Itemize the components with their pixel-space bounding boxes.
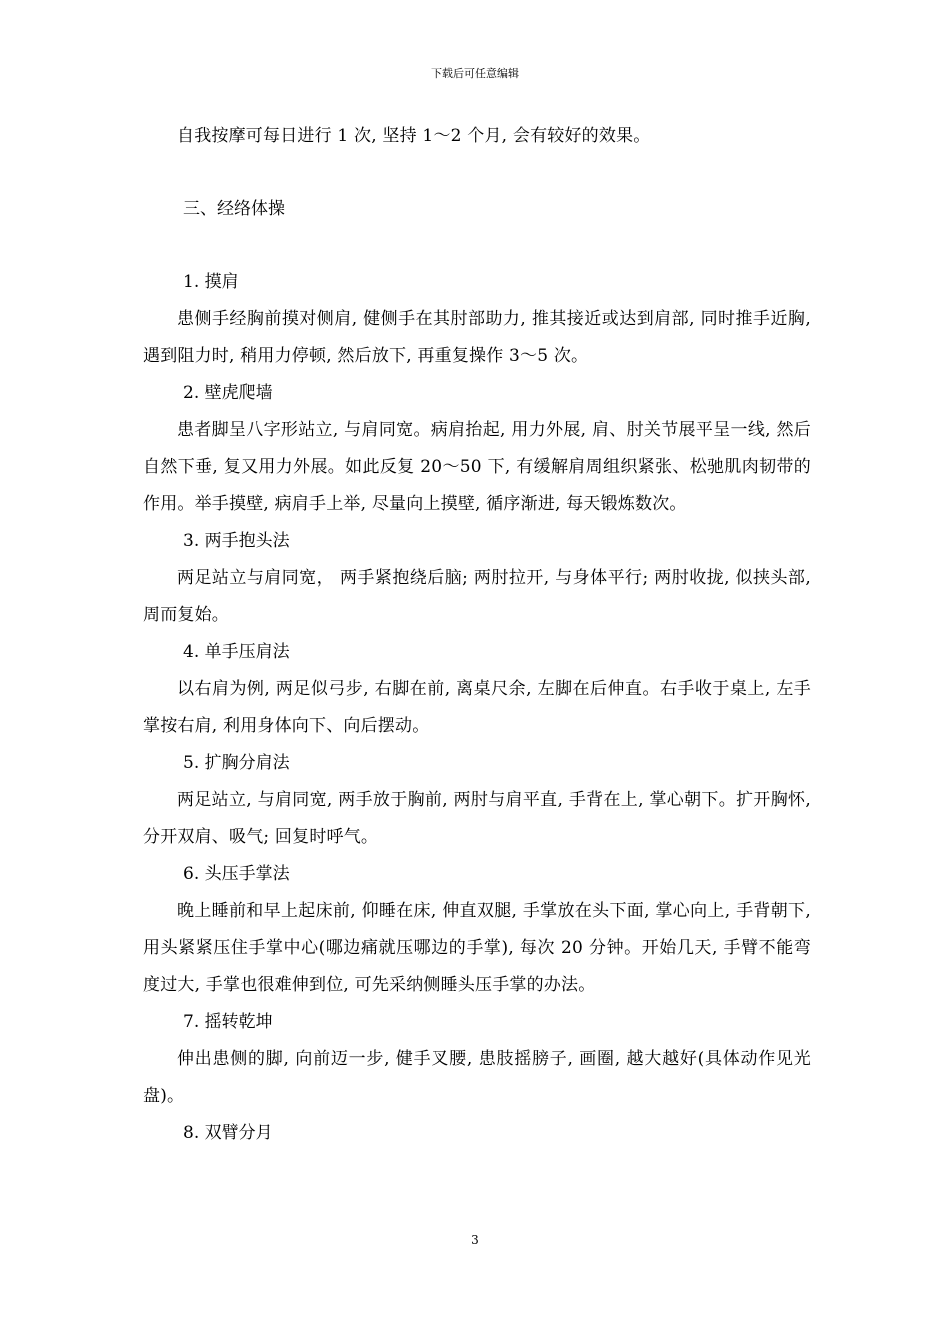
page-number: 3 — [471, 1233, 479, 1247]
exercise-text-6: 晚上睡前和早上起床前, 仰睡在床, 伸直双腿, 手掌放在头下面, 掌心向上, 手背朝下, 用头紧紧压住手掌中心(哪边痛就压哪边的手掌), 每次 20 分钟。开始几天, 手臂不能弯度过大, 手掌也很难伸到位, 可先采纳侧睡头压手掌的办法。 — [143, 901, 811, 995]
exercise-title-1: 1. 摸肩 — [183, 272, 239, 292]
section-title: 三、经络体操 — [183, 199, 285, 219]
exercise-text-5: 两足站立, 与肩同宽, 两手放于胸前, 两肘与肩平直, 手背在上, 掌心朝下。扩开胸怀, 分开双肩、吸气; 回复时呼气。 — [143, 790, 811, 847]
exercise-title-6: 6. 头压手掌法 — [183, 864, 290, 884]
exercise-title-3: 3. 两手抱头法 — [183, 531, 290, 551]
document-body — [143, 118, 811, 1152]
exercise-text-1: 患侧手经胸前摸对侧肩, 健侧手在其肘部助力, 推其接近或达到肩部, 同时推手近胸, 遇到阻力时, 稍用力停顿, 然后放下, 再重复操作 3～5 次。 — [143, 309, 811, 366]
exercise-title-8: 8. 双臂分月 — [183, 1123, 273, 1143]
exercise-text-2: 患者脚呈八字形站立, 与肩同宽。病肩抬起, 用力外展, 肩、肘关节展平呈一线, 然后自然下垂, 复又用力外展。如此反复 20～50 下, 有缓解肩周组织紧张、松驰肌肉韧带的作用。举手摸壁, 病肩手上举, 尽量向上摸壁, 循序渐进, 每天锻炼数次。 — [143, 420, 811, 514]
exercise-title-4: 4. 单手压肩法 — [183, 642, 290, 662]
intro-paragraph: 自我按摩可每日进行 1 次, 坚持 1～2 个月, 会有较好的效果。 — [177, 126, 651, 146]
page-header: 下载后可任意编辑 — [431, 67, 519, 80]
exercise-text-3: 两足站立与肩同宽， 两手紧抱绕后脑; 两肘拉开, 与身体平行; 两肘收拢, 似挟头部, 周而复始。 — [143, 568, 811, 625]
exercise-title-7: 7. 摇转乾坤 — [183, 1012, 273, 1032]
exercise-title-5: 5. 扩胸分肩法 — [183, 753, 290, 773]
exercise-title-2: 2. 壁虎爬墙 — [183, 383, 273, 403]
exercise-text-7: 伸出患侧的脚, 向前迈一步, 健手叉腰, 患肢摇膀子, 画圈, 越大越好(具体动作见光盘)。 — [143, 1049, 811, 1106]
exercise-text-4: 以右肩为例, 两足似弓步, 右脚在前, 离桌尺余, 左脚在后伸直。右手收于桌上, 左手掌按右肩, 利用身体向下、向后摆动。 — [143, 679, 811, 736]
